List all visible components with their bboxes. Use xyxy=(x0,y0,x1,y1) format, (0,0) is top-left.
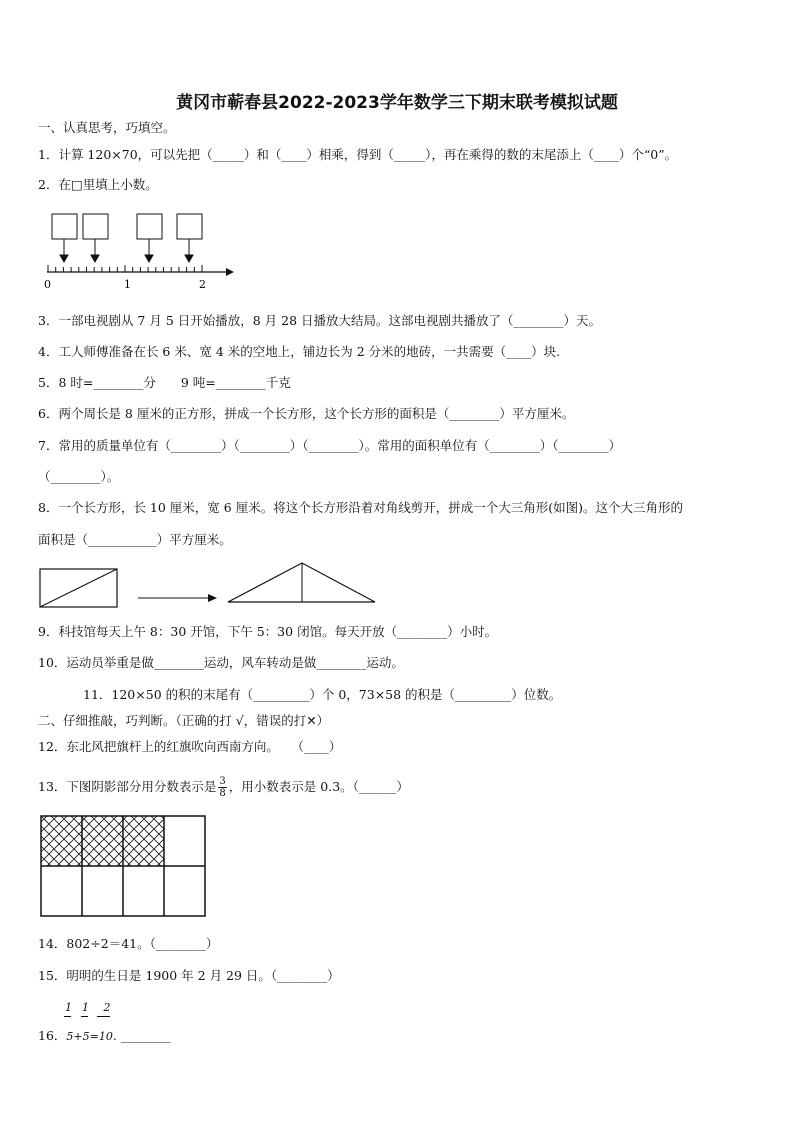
section-1-heading: 一、认真思考，巧填空。 xyxy=(38,120,176,135)
number-line-figure xyxy=(40,212,240,292)
question-9: 9．科技馆每天上午 8：30 开馆，下午 5：30 闭馆。每天开放（________）小时。 xyxy=(38,624,498,639)
tick-label-2: 2 xyxy=(199,278,206,291)
question-16-denominators: 5+5=10 xyxy=(66,1030,113,1043)
shaded-cell-1 xyxy=(41,816,82,866)
answer-box-4 xyxy=(177,214,202,239)
section-2-heading: 二、仔细推敲，巧判断。（正确的打 √，错误的打✕） xyxy=(38,713,330,728)
question-10: 10．运动员举重是做________运动，风车转动是做________运动。 xyxy=(38,655,404,670)
fraction-numerator: 3 xyxy=(219,776,226,787)
question-13-suffix: ，用小数表示是 0.3。（______） xyxy=(228,779,409,794)
question-13-prefix: 13．下图阴影部分用分数表示是 xyxy=(38,779,217,794)
question-2: 2．在□里填上小数。 xyxy=(38,177,158,192)
diagonal-cut-line xyxy=(40,569,117,607)
shaded-grid-figure xyxy=(39,814,209,918)
tick-label-1: 1 xyxy=(124,278,131,291)
question-12: 12．东北风把旗杆上的红旗吹向西南方向。 （____） xyxy=(38,739,342,754)
shaded-cell-2 xyxy=(82,816,123,866)
question-16-label: 16． xyxy=(38,1028,67,1043)
answer-box-3 xyxy=(137,214,162,239)
answer-box-2 xyxy=(83,214,108,239)
answer-box-1 xyxy=(52,214,77,239)
question-14: 14．802÷2＝41。（________） xyxy=(38,936,219,951)
fraction-denominator: 8 xyxy=(219,788,226,799)
question-11: 11．120×50 的积的末尾有（_________）个 0，73×58 的积是（_________）位数。 xyxy=(83,687,562,702)
question-1: 1．计算 120×70，可以先把（_____）和（____）相乘，得到（_____），再在乘得的数的末尾添上（____）个“0”。 xyxy=(38,147,678,162)
question-16-blank: . ________ xyxy=(112,1028,171,1043)
question-7-line-1: 7．常用的质量单位有（________）（________）（________）。常用的面积单位有（________）（________） xyxy=(38,438,621,453)
question-6: 6．两个周长是 8 厘米的正方形，拼成一个长方形，这个长方形的面积是（________）平方厘米。 xyxy=(38,406,575,421)
question-13 xyxy=(38,776,409,799)
rectangle-to-triangle-figure xyxy=(38,563,378,613)
question-7-line-2: （________）。 xyxy=(38,469,120,484)
fraction-three-eighths xyxy=(218,776,226,799)
question-8-line-2: 面积是（___________）平方厘米。 xyxy=(38,532,232,547)
tick-label-0: 0 xyxy=(44,278,51,291)
question-8-line-1: 8．一个长方形，长 10 厘米，宽 6 厘米。将这个长方形沿着对角线剪开，拼成一个大三角形(如图)。这个大三角形的 xyxy=(38,500,683,515)
question-16 xyxy=(38,1028,171,1045)
page-title: 黄冈市蕲春县2022-2023学年数学三下期末联考模拟试题 xyxy=(176,93,618,113)
arrow-head xyxy=(208,594,217,602)
shaded-cell-3 xyxy=(123,816,164,866)
question-16-numerators: 1 1 2 xyxy=(65,1001,112,1014)
question-4: 4．工人师傅准备在长 6 米、宽 4 米的空地上，铺边长为 2 分米的地砖，一共需要（____）块. xyxy=(38,344,561,359)
question-3: 3．一部电视剧从 7 月 5 日开始播放，8 月 28 日播放大结局。这部电视剧共播放了（________）天。 xyxy=(38,313,602,328)
question-15: 15．明明的生日是 1900 年 2 月 29 日。（________） xyxy=(38,968,340,983)
question-5: 5．8 时=________分 9 吨=________千克 xyxy=(38,375,291,390)
